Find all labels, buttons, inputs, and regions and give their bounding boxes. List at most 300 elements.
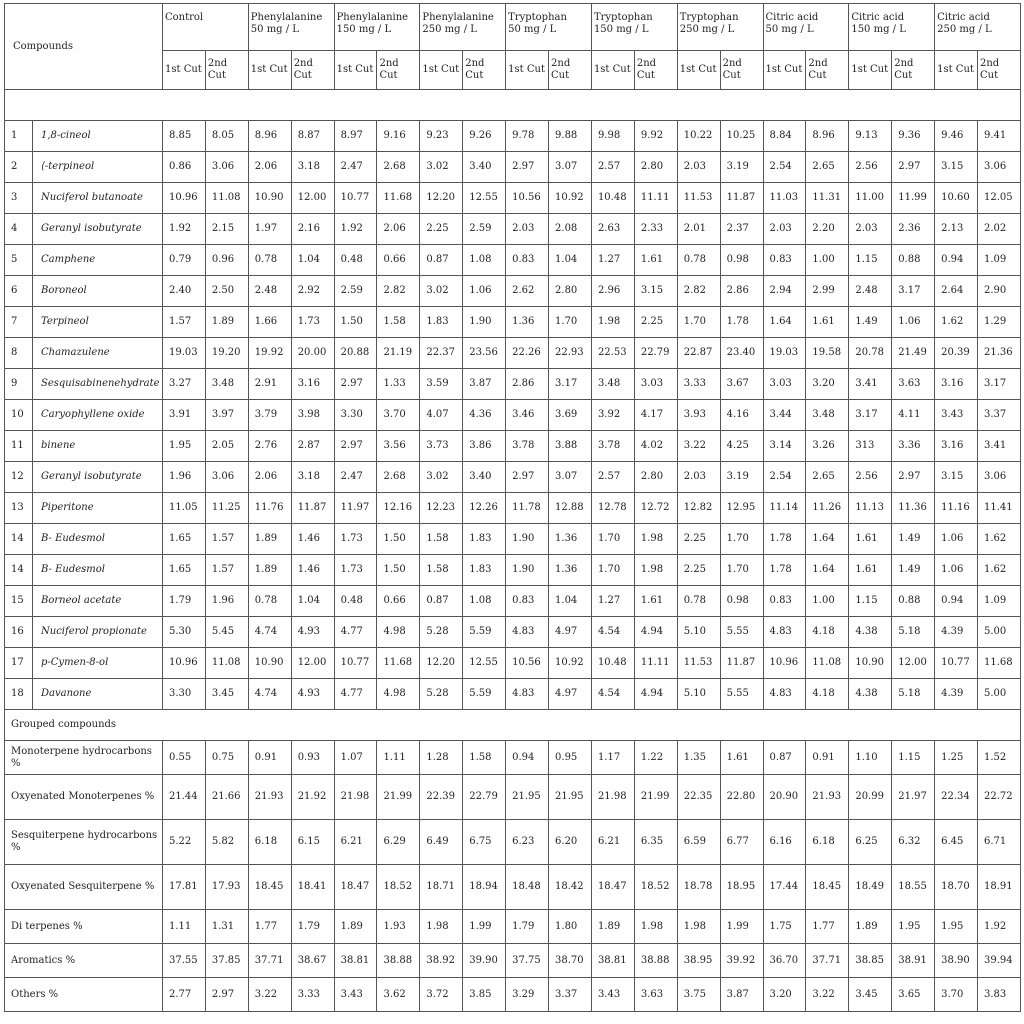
value-cell: 1.92 [978,910,1021,944]
value-cell: 9.26 [463,121,506,152]
value-cell: 2.94 [763,276,806,307]
value-cell: 4.17 [634,400,677,431]
value-cell: 1.10 [849,741,892,775]
value-cell: 18.55 [892,865,935,910]
grouped-section-label: Grouped compounds [5,710,1021,741]
value-cell: 1.65 [163,524,206,555]
value-cell: 5.28 [420,617,463,648]
value-cell: 19.03 [163,338,206,369]
group-header [420,4,506,51]
value-cell: 6.18 [248,820,291,865]
group-header-line1: Phenylalanine [336,12,409,23]
value-cell: 1.83 [463,524,506,555]
value-cell: 20.88 [334,338,377,369]
value-cell: 18.52 [377,865,420,910]
value-cell: 2.48 [849,276,892,307]
value-cell: 0.66 [377,245,420,276]
value-cell: 2.47 [334,462,377,493]
row-index: 7 [5,307,33,338]
value-cell: 10.92 [549,183,592,214]
value-cell: 1.64 [763,307,806,338]
value-cell: 5.18 [892,679,935,710]
value-cell: 1.70 [677,307,720,338]
group-header [506,4,592,51]
row-index: 17 [5,648,33,679]
value-cell: 4.97 [549,679,592,710]
value-cell: 1.06 [463,276,506,307]
value-cell: 3.19 [720,152,763,183]
value-cell: 9.23 [420,121,463,152]
value-cell: 9.88 [549,121,592,152]
value-cell: 1.52 [978,741,1021,775]
value-cell: 11.00 [849,183,892,214]
value-cell: 17.81 [163,865,206,910]
value-cell: 0.55 [163,741,206,775]
value-cell: 1.61 [634,586,677,617]
value-cell: 6.77 [720,820,763,865]
value-cell: 4.83 [506,617,549,648]
value-cell: 12.78 [591,493,634,524]
value-cell: 1.90 [506,524,549,555]
value-cell: 0.78 [248,586,291,617]
value-cell: 5.00 [978,617,1021,648]
value-cell: 18.45 [806,865,849,910]
value-cell: 1.70 [591,524,634,555]
value-cell: 4.18 [806,617,849,648]
value-cell: 1.62 [978,524,1021,555]
value-cell: 1.89 [334,910,377,944]
value-cell: 3.92 [591,400,634,431]
value-cell: 1.09 [978,245,1021,276]
value-cell: 1.11 [163,910,206,944]
value-cell: 3.02 [420,276,463,307]
value-cell: 0.98 [720,245,763,276]
value-cell: 1.04 [291,245,334,276]
value-cell: 0.87 [420,245,463,276]
value-cell: 4.83 [763,617,806,648]
value-cell: 12.55 [463,648,506,679]
group-header [677,4,763,51]
value-cell: 12.82 [677,493,720,524]
value-cell: 2.37 [720,214,763,245]
value-cell: 3.20 [806,369,849,400]
value-cell: 21.93 [248,775,291,820]
value-cell: 1.98 [420,910,463,944]
value-cell: 2.80 [549,276,592,307]
value-cell: 0.88 [892,586,935,617]
value-cell: 38.91 [892,944,935,978]
value-cell: 2.97 [506,152,549,183]
value-cell: 3.02 [420,152,463,183]
row-index: 3 [5,183,33,214]
value-cell: 1.96 [205,586,248,617]
value-cell: 9.36 [892,121,935,152]
table-row [5,679,1021,710]
table-row [5,462,1021,493]
value-cell: 12.72 [634,493,677,524]
value-cell: 6.21 [334,820,377,865]
value-cell: 3.62 [377,978,420,1012]
value-cell: 1.92 [163,214,206,245]
value-cell: 3.17 [849,400,892,431]
value-cell: 3.78 [591,431,634,462]
value-cell: 11.53 [677,648,720,679]
group-header [935,4,1021,51]
value-cell: 6.45 [935,820,978,865]
value-cell: 1.17 [591,741,634,775]
value-cell: 10.56 [506,648,549,679]
value-cell: 1.89 [591,910,634,944]
value-cell: 1.50 [377,555,420,586]
value-cell: 21.99 [634,775,677,820]
value-cell: 3.48 [806,400,849,431]
value-cell: 6.15 [291,820,334,865]
value-cell: 3.75 [677,978,720,1012]
value-cell: 0.83 [763,245,806,276]
value-cell: 3.16 [291,369,334,400]
value-cell: 3.07 [549,152,592,183]
value-cell: 1.58 [420,524,463,555]
value-cell: 23.40 [720,338,763,369]
value-cell: 5.00 [978,679,1021,710]
value-cell: 3.83 [978,978,1021,1012]
table-row [5,524,1021,555]
value-cell: 6.71 [978,820,1021,865]
value-cell: 5.10 [677,617,720,648]
value-cell: 3.22 [677,431,720,462]
value-cell: 11.87 [720,648,763,679]
value-cell: 12.00 [291,183,334,214]
group-header-line2: 150 mg / L [593,24,649,35]
value-cell: 8.97 [334,121,377,152]
compound-name: Geranyl isobutyrate [33,462,163,493]
value-cell: 3.98 [291,400,334,431]
value-cell: 10.48 [591,183,634,214]
value-cell: 2.68 [377,152,420,183]
row-index: 5 [5,245,33,276]
value-cell: 38.81 [591,944,634,978]
value-cell: 1.95 [892,910,935,944]
compound-name: p-Cymen-8-ol [33,648,163,679]
value-cell: 1.58 [463,741,506,775]
value-cell: 37.55 [163,944,206,978]
value-cell: 3.79 [248,400,291,431]
value-cell: 6.29 [377,820,420,865]
value-cell: 18.70 [935,865,978,910]
value-cell: 2.86 [506,369,549,400]
value-cell: 11.68 [978,648,1021,679]
value-cell: 1.65 [163,555,206,586]
grouped-label: Monoterpene hydrocarbons % [5,741,163,775]
value-cell: 11.31 [806,183,849,214]
value-cell: 8.96 [806,121,849,152]
value-cell: 2.50 [205,276,248,307]
value-cell: 4.16 [720,400,763,431]
value-cell: 3.30 [334,400,377,431]
value-cell: 1.28 [420,741,463,775]
value-cell: 6.20 [549,820,592,865]
value-cell: 19.03 [763,338,806,369]
value-cell: 3.67 [720,369,763,400]
compound-name: 1,8-cineol [33,121,163,152]
value-cell: 3.22 [806,978,849,1012]
value-cell: 2.03 [506,214,549,245]
value-cell: 2.62 [506,276,549,307]
value-cell: 1.00 [806,245,849,276]
value-cell: 2.20 [806,214,849,245]
value-cell: 5.30 [163,617,206,648]
value-cell: 3.33 [677,369,720,400]
value-cell: 21.98 [591,775,634,820]
value-cell: 2.15 [205,214,248,245]
value-cell: 2.25 [634,307,677,338]
compound-name: B- Eudesmol [33,524,163,555]
value-cell: 1.57 [205,524,248,555]
value-cell: 1.80 [549,910,592,944]
value-cell: 10.96 [763,648,806,679]
value-cell: 21.93 [806,775,849,820]
cut-header: 1st Cut [935,51,978,90]
grouped-row [5,775,1021,820]
value-cell: 1.70 [720,524,763,555]
value-cell: 18.41 [291,865,334,910]
value-cell: 4.93 [291,679,334,710]
value-cell: 22.39 [420,775,463,820]
value-cell: 38.81 [334,944,377,978]
cut-header: 2nd Cut [205,51,248,90]
cut-header: 2nd Cut [291,51,334,90]
value-cell: 21.95 [506,775,549,820]
grouped-row [5,978,1021,1012]
value-cell: 3.37 [978,400,1021,431]
value-cell: 12.16 [377,493,420,524]
value-cell: 1.36 [549,524,592,555]
value-cell: 1.49 [849,307,892,338]
value-cell: 5.10 [677,679,720,710]
value-cell: 2.92 [291,276,334,307]
value-cell: 2.06 [377,214,420,245]
value-cell: 1.95 [163,431,206,462]
value-cell: 3.17 [549,369,592,400]
value-cell: 6.75 [463,820,506,865]
value-cell: 3.30 [163,679,206,710]
value-cell: 1.95 [935,910,978,944]
value-cell: 1.97 [248,214,291,245]
table-row [5,369,1021,400]
value-cell: 1.61 [720,741,763,775]
value-cell: 1.46 [291,524,334,555]
value-cell: 22.87 [677,338,720,369]
value-cell: 4.97 [549,617,592,648]
spacer-row [5,90,1021,121]
value-cell: 38.90 [935,944,978,978]
value-cell: 11.08 [205,183,248,214]
value-cell: 1.90 [463,307,506,338]
row-index: 6 [5,276,33,307]
value-cell: 4.54 [591,617,634,648]
grouped-label: Aromatics % [5,944,163,978]
value-cell: 2.54 [763,152,806,183]
value-cell: 3.29 [506,978,549,1012]
value-cell: 2.40 [163,276,206,307]
value-cell: 11.68 [377,648,420,679]
value-cell: 10.92 [549,648,592,679]
value-cell: 3.20 [763,978,806,1012]
value-cell: 4.36 [463,400,506,431]
value-cell: 12.00 [291,648,334,679]
value-cell: 2.59 [334,276,377,307]
value-cell: 11.13 [849,493,892,524]
value-cell: 3.36 [892,431,935,462]
value-cell: 1.89 [248,555,291,586]
group-header-line2: 250 mg / L [679,24,735,35]
value-cell: 1.78 [763,555,806,586]
value-cell: 5.82 [205,820,248,865]
value-cell: 10.90 [248,183,291,214]
grouped-section-row [5,710,1021,741]
value-cell: 3.16 [935,369,978,400]
value-cell: 2.54 [763,462,806,493]
cut-header: 2nd Cut [978,51,1021,90]
compound-name: Davanone [33,679,163,710]
row-index: 12 [5,462,33,493]
value-cell: 6.16 [763,820,806,865]
value-cell: 22.93 [549,338,592,369]
row-index: 8 [5,338,33,369]
grouped-row [5,741,1021,775]
group-header [248,4,334,51]
value-cell: 4.94 [634,679,677,710]
value-cell: 4.98 [377,617,420,648]
value-cell: 2.82 [677,276,720,307]
value-cell: 3.65 [892,978,935,1012]
value-cell: 11.08 [806,648,849,679]
value-cell: 1.36 [506,307,549,338]
value-cell: 2.64 [935,276,978,307]
compound-name: Boroneol [33,276,163,307]
value-cell: 1.06 [935,555,978,586]
value-cell: 3.78 [506,431,549,462]
value-cell: 1.36 [549,555,592,586]
row-index: 14 [5,555,33,586]
cut-header: 2nd Cut [806,51,849,90]
value-cell: 2.56 [849,152,892,183]
value-cell: 2.33 [634,214,677,245]
value-cell: 0.83 [763,586,806,617]
spacer-cell [5,90,1021,121]
value-cell: 1.08 [463,245,506,276]
value-cell: 1.98 [634,910,677,944]
group-header-line2: 250 mg / L [422,24,477,35]
value-cell: 1.89 [205,307,248,338]
value-cell: 6.18 [806,820,849,865]
grouped-label: Di terpenes % [5,910,163,944]
table-row [5,555,1021,586]
value-cell: 10.77 [334,183,377,214]
value-cell: 5.22 [163,820,206,865]
value-cell: 1.35 [677,741,720,775]
compound-name: Piperitone [33,493,163,524]
value-cell: 1.64 [806,555,849,586]
table-row [5,431,1021,462]
cut-header: 1st Cut [248,51,291,90]
value-cell: 0.79 [163,245,206,276]
value-cell: 11.41 [978,493,1021,524]
value-cell: 1.31 [205,910,248,944]
grouped-row [5,944,1021,978]
value-cell: 1.08 [463,586,506,617]
value-cell: 1.83 [463,555,506,586]
value-cell: 18.94 [463,865,506,910]
value-cell: 5.18 [892,617,935,648]
value-cell: 3.85 [463,978,506,1012]
value-cell: 1.09 [978,586,1021,617]
cut-header: 1st Cut [677,51,720,90]
value-cell: 4.39 [935,617,978,648]
value-cell: 1.62 [935,307,978,338]
compound-name: Camphene [33,245,163,276]
value-cell: 3.40 [463,462,506,493]
row-index: 11 [5,431,33,462]
value-cell: 2.16 [291,214,334,245]
value-cell: 39.90 [463,944,506,978]
value-cell: 4.77 [334,679,377,710]
value-cell: 4.25 [720,431,763,462]
value-cell: 12.20 [420,183,463,214]
value-cell: 1.98 [677,910,720,944]
value-cell: 3.03 [763,369,806,400]
value-cell: 3.48 [205,369,248,400]
value-cell: 2.82 [377,276,420,307]
value-cell: 2.06 [248,152,291,183]
value-cell: 11.16 [935,493,978,524]
value-cell: 3.43 [935,400,978,431]
value-cell: 9.78 [506,121,549,152]
value-cell: 2.97 [892,462,935,493]
row-index: 1 [5,121,33,152]
value-cell: 1.22 [634,741,677,775]
value-cell: 22.79 [634,338,677,369]
value-cell: 1.64 [806,524,849,555]
compound-name: Chamazulene [33,338,163,369]
cut-header: 2nd Cut [892,51,935,90]
table-row [5,152,1021,183]
value-cell: 2.59 [463,214,506,245]
value-cell: 12.05 [978,183,1021,214]
value-cell: 8.85 [163,121,206,152]
value-cell: 1.90 [506,555,549,586]
value-cell: 22.26 [506,338,549,369]
value-cell: 22.72 [978,775,1021,820]
value-cell: 10.90 [849,648,892,679]
value-cell: 1.98 [591,307,634,338]
group-header-line1: Phenylalanine [422,12,494,23]
value-cell: 38.88 [634,944,677,978]
value-cell: 2.65 [806,152,849,183]
value-cell: 1.49 [892,555,935,586]
table-row [5,400,1021,431]
value-cell: 11.25 [205,493,248,524]
value-cell: 1.70 [720,555,763,586]
value-cell: 3.17 [978,369,1021,400]
value-cell: 3.07 [549,462,592,493]
value-cell: 1.92 [334,214,377,245]
value-cell: 1.04 [549,586,592,617]
value-cell: 5.55 [720,679,763,710]
value-cell: 1.62 [978,555,1021,586]
value-cell: 11.97 [334,493,377,524]
value-cell: 36.70 [763,944,806,978]
